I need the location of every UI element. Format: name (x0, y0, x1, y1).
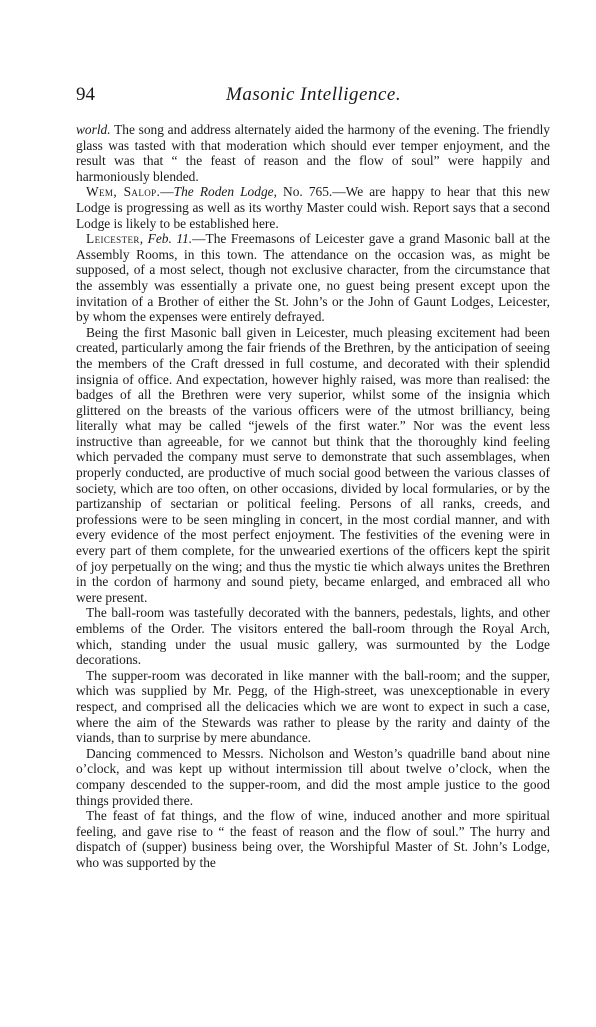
separator: — (160, 184, 174, 200)
paragraph: The ball-room was tastefully decorated with the banners, pedestals, lights, and other emblems of the Order. The visitors entered the ball-room through the Royal Arch, which, standing under the usual music gallery, was surmounted by the Lodge decorations. (76, 605, 550, 668)
lead-word: world. (76, 122, 111, 137)
paragraph: The feast of fat things, and the flow of wine, induced another and more spiritual feeling, and gave rise to “ the feast of reason and the flow of soul.” The hurry and dispatch of (supper) business being over, the Worshipful Master of St. John’s Lodge, who was supported by the (76, 808, 550, 870)
place-name: Leicester (86, 231, 140, 247)
paragraph-text: The song and address alternately aided the harmony of the evening. The friendly glass was tasted with that moderation which should ever temper enjoyment, and the result was that “ the feast of reason and the flow of soul” were happily and harmoniously blended. (76, 122, 550, 184)
paragraph-text: —The Freemasons of Leicester gave a grand Masonic ball at the Assembly Rooms, in this town. The attendance on the occasion was, as might be supposed, of a most select, though not exclusive character, from the circumstance that the assembly was essentially a private one, no guest being present except upon the invitation of a Brother of either the St. John’s or the John of Gaunt Lodges, Leicester, by whom the expenses were entirely defrayed. (76, 231, 551, 325)
running-title: Masonic Intelligence. (226, 84, 402, 105)
paragraph: Being the first Masonic ball given in Leicester, much pleasing excitement had been created, particularly among the fair friends of the Brethren, by the anticipation of seeing the members of the Craft dressed in full costume, and decorated with their splendid insignia of office. And expectation, however highly raised, was more than realised: the badges of all the Brethren were very superior, whilst some of the insignia which glittered on the breasts of the various officers were of the utmost brilliancy, being literally what may be called “jewels of the first water.” Nor was the event less instructive than agreeable, for we cannot but think that the thoroughly kind feeling which pervaded the company must serve to demonstrate that such assemblages, when properly conducted, are productive of much social good between the various classes of society, which are too often, on other occasions, divided by local formularies, or by the partizanship of sectarian or political feeling. Persons of all ranks, creeds, and professions were to be seen mingling in concert, in the most cordial manner, and with every evidence of the most perfect enjoyment. The festivities of the evening were in every part of them complete, for the unwearied exertions of the officers kept the spirit of joy perpetually on the wing; and thus the mystic tie which always unites the Brethren in the cordon of harmony and sound piety, became enlarged, and embraced all who were present. (76, 324, 550, 605)
dateline: , Feb. 11. (139, 231, 193, 247)
paragraph-leicester (76, 231, 550, 325)
paragraph (76, 122, 550, 184)
paragraph-text: , No. 765.—We are happy to hear that this new Lodge is progressing as well as its worthy Master could wish. Report says that a second Lodge is likely to be established here. (76, 184, 550, 231)
lodge-name: The Roden Lodge (173, 184, 274, 200)
page-number: 94 (76, 84, 95, 105)
paragraph-wem (76, 184, 550, 231)
article-body (76, 122, 550, 871)
paragraph: Dancing commenced to Messrs. Nicholson and Weston’s quadrille band about nine o’clock, and was kept up without intermission till about twelve o’clock, when the company descended to the supper-room, and did the most ample justice to the good things provided there. (76, 745, 550, 808)
place-name: Wem, Salop. (86, 184, 161, 200)
page-header (76, 84, 550, 114)
paragraph: The supper-room was decorated in like manner with the ball-room; and the supper, which was supplied by Mr. Pegg, of the High-street, was unexceptionable in every respect, and comprised all the delicacies which we are wont to expect in such a case, where the aim of the Stewards was rather to please by the rarity and dainty of the viands, than to surprise by mere abundance. (76, 667, 550, 746)
